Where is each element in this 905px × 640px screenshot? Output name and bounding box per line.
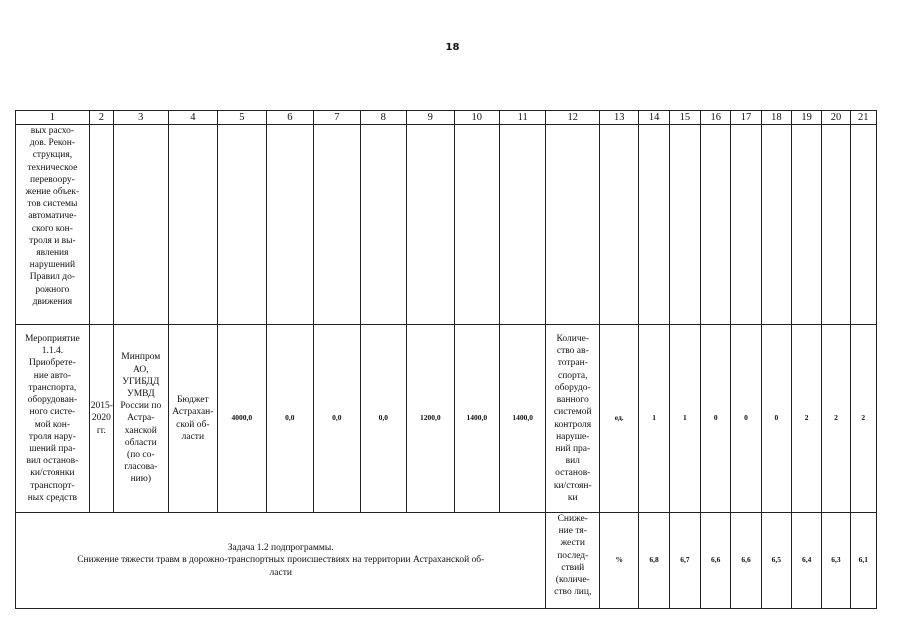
indicator-value: 2 — [792, 325, 822, 513]
indicator-name: Сниже- ние тя- жести послед- ствий (количе- ство лиц, — [554, 514, 592, 598]
indicator-value: 6,7 — [669, 513, 700, 609]
column-number: 10 — [454, 111, 499, 125]
indicator-value: 6,5 — [761, 513, 791, 609]
empty-cell — [89, 125, 113, 325]
column-number: 16 — [701, 111, 731, 125]
column-number: 8 — [360, 111, 406, 125]
column-number: 20 — [822, 111, 850, 125]
page-number: 18 — [445, 42, 460, 53]
empty-cell — [731, 125, 761, 325]
empty-cell — [761, 125, 791, 325]
empty-cell — [639, 125, 669, 325]
executor: Минпром АО, УГИБДД УМВД России по Астра- ханской области (по со- гласова- нию) — [120, 352, 162, 485]
executor-cell — [114, 325, 169, 513]
column-number: 7 — [314, 111, 360, 125]
amount-2016: 0,0 — [314, 325, 360, 513]
indicator-name: Количе- ство ав- тотран- спорта, оборудо- ванного системой контроля наруше- ний пра- вил останов- ки/стоян- ки — [553, 334, 592, 503]
empty-cell — [454, 125, 499, 325]
measure-name-cell — [16, 325, 90, 513]
indicator-value: 6,8 — [639, 513, 669, 609]
table-row — [16, 325, 877, 513]
amount-2020: 1400,0 — [500, 325, 546, 513]
column-number: 1 — [16, 111, 90, 125]
amount-2015: 0,0 — [266, 325, 313, 513]
amount-2017: 0,0 — [360, 325, 406, 513]
funding-source: Бюджет Астрахан- ской об- ласти — [172, 395, 214, 442]
indicator-value: 6,6 — [731, 513, 761, 609]
program-table — [15, 110, 877, 609]
empty-cell — [546, 125, 600, 325]
empty-cell — [314, 125, 360, 325]
column-number: 15 — [669, 111, 700, 125]
unit: ед. — [600, 325, 639, 513]
empty-cell — [850, 125, 876, 325]
task-heading-cell — [16, 513, 546, 609]
empty-cell — [266, 125, 313, 325]
indicator-value: 6,1 — [850, 513, 876, 609]
column-number: 13 — [600, 111, 639, 125]
period: 2015- 2020 гг. — [90, 401, 113, 436]
empty-cell — [114, 125, 169, 325]
empty-cell — [669, 125, 700, 325]
column-number: 6 — [266, 111, 313, 125]
empty-cell — [168, 125, 218, 325]
table-row — [16, 513, 877, 609]
indicator-value: 0 — [701, 325, 731, 513]
column-number: 9 — [407, 111, 454, 125]
empty-cell — [218, 125, 267, 325]
column-number: 11 — [500, 111, 546, 125]
indicator-value: 6,6 — [701, 513, 731, 609]
unit: % — [600, 513, 639, 609]
column-number: 2 — [89, 111, 113, 125]
measure-description: вых расхо- дов. Рекон- струкция, техническое перевоору- жение объек- тов системы автоматиче- ского кон- троля и вы- явления нарушений Правил до- рожного движения — [25, 126, 80, 307]
indicator-value: 6,3 — [822, 513, 850, 609]
period-cell — [89, 325, 113, 513]
task-heading: Задача 1.2 подпрограммы. Снижение тяжести травм в дорожно-транспортных происшествиях на территории Астраханской об- ласти — [77, 543, 485, 578]
empty-cell — [407, 125, 454, 325]
empty-cell — [701, 125, 731, 325]
empty-cell — [500, 125, 546, 325]
table-row — [16, 125, 877, 325]
column-number: 12 — [546, 111, 600, 125]
indicator-cell — [546, 325, 600, 513]
column-number: 4 — [168, 111, 218, 125]
empty-cell — [600, 125, 639, 325]
indicator-cell — [546, 513, 600, 609]
indicator-value: 0 — [761, 325, 791, 513]
measure-name: Мероприятие 1.1.4. Приобрете- ние авто- транспорта, оборудован- ного систе- мой кон- троля нару- шений пра- вил останов- ки/стоянки транспорт- ных средств — [24, 334, 80, 503]
column-number: 21 — [850, 111, 876, 125]
column-number: 19 — [792, 111, 822, 125]
amount-total: 4000,0 — [218, 325, 267, 513]
measure-description-cell — [16, 125, 90, 325]
empty-cell — [792, 125, 822, 325]
empty-cell — [360, 125, 406, 325]
column-number: 17 — [731, 111, 761, 125]
indicator-value: 1 — [669, 325, 700, 513]
column-number-row — [16, 111, 877, 125]
column-number: 3 — [114, 111, 169, 125]
column-number: 18 — [761, 111, 791, 125]
indicator-value: 1 — [639, 325, 669, 513]
indicator-value: 6,4 — [792, 513, 822, 609]
column-number: 5 — [218, 111, 267, 125]
indicator-value: 2 — [850, 325, 876, 513]
column-number: 14 — [639, 111, 669, 125]
indicator-value: 2 — [822, 325, 850, 513]
indicator-value: 0 — [731, 325, 761, 513]
funding-source-cell — [168, 325, 218, 513]
amount-2019: 1400,0 — [454, 325, 499, 513]
empty-cell — [822, 125, 850, 325]
amount-2018: 1200,0 — [407, 325, 454, 513]
